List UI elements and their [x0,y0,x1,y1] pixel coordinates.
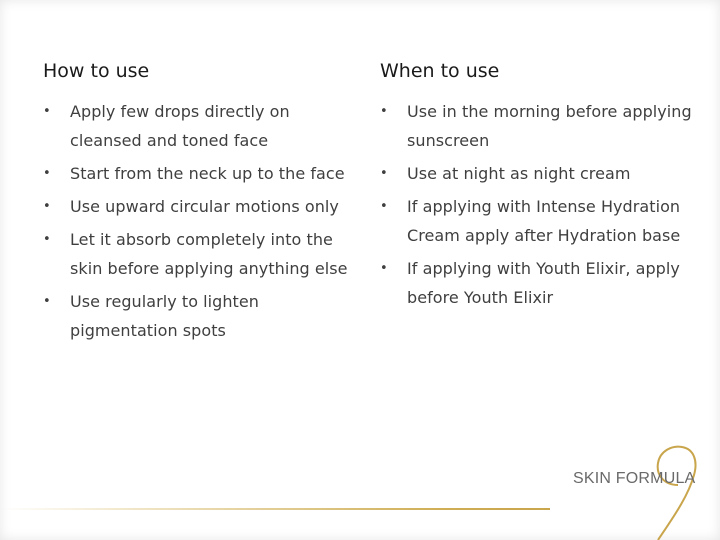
how-to-use-section [43,58,363,349]
logo-text: SKIN FORMULA [573,470,696,487]
list-item [43,225,363,283]
how-to-use-list [43,97,363,345]
list-item [43,159,363,188]
list-item [380,159,700,188]
list-item-text: Use at night as night cream [407,164,631,183]
list-item-text: Let it absorb completely into the skin before applying anything else [70,230,348,278]
list-item-text: Use in the morning before applying sunscreen [407,102,692,150]
when-to-use-section [380,58,700,316]
bullet-icon: • [43,104,51,119]
nine-numeral-logo-icon [560,445,710,540]
list-item-text: Start from the neck up to the face [70,164,345,183]
list-item-text: If applying with Intense Hydration Cream apply after Hydration base [407,197,681,245]
list-item-text: If applying with Youth Elixir, apply before Youth Elixir [407,259,680,307]
bullet-icon: • [43,199,51,214]
gold-divider-line [0,508,550,510]
bullet-icon: • [43,294,51,309]
list-item [380,254,700,312]
when-to-use-heading: When to use [380,60,500,82]
list-item-text: Use upward circular motions only [70,197,339,216]
list-item [380,192,700,250]
list-item [43,287,363,345]
bullet-icon: • [43,232,51,247]
bullet-icon: • [380,104,388,119]
list-item [380,97,700,155]
list-item [43,97,363,155]
list-item-text: Apply few drops directly on cleansed and toned face [70,102,290,150]
list-item [43,192,363,221]
bullet-icon: • [380,261,388,276]
list-item-text: Use regularly to lighten pigmentation spots [70,292,259,340]
bullet-icon: • [43,166,51,181]
skin-formula-logo [560,445,710,540]
bullet-icon: • [380,166,388,181]
when-to-use-list [380,97,700,312]
how-to-use-heading: How to use [43,60,150,82]
bullet-icon: • [380,199,388,214]
